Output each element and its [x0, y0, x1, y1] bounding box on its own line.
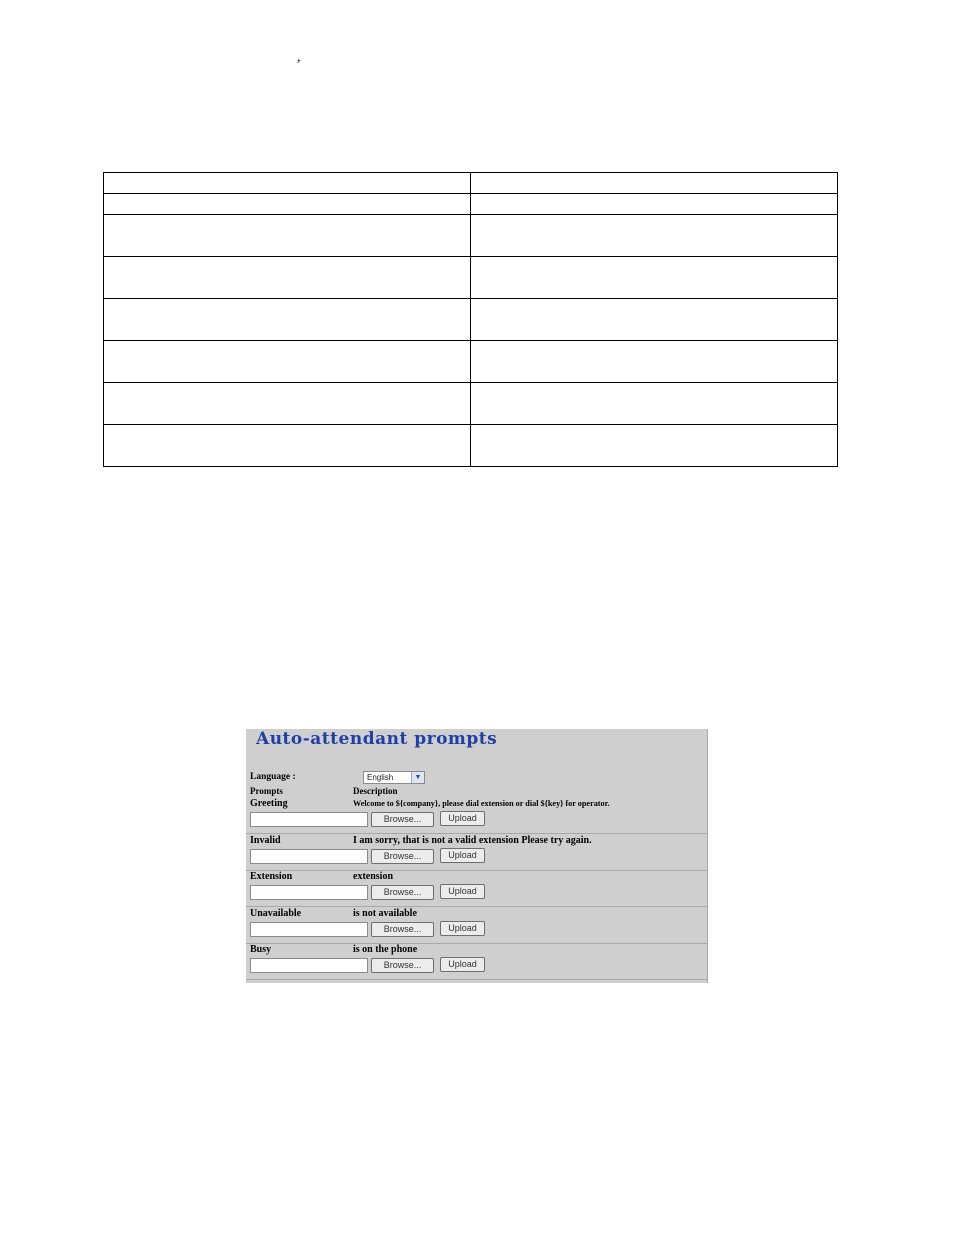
- table-cell: [471, 425, 838, 467]
- chevron-down-icon[interactable]: ▼: [411, 772, 424, 783]
- table-cell: [104, 383, 471, 425]
- prompt-description: is not available: [353, 908, 417, 919]
- table-cell: [104, 173, 471, 194]
- table-row: [104, 194, 838, 215]
- table-row: [104, 257, 838, 299]
- table-cell: [104, 257, 471, 299]
- auto-attendant-screenshot: [246, 729, 708, 983]
- prompt-row-greeting: [246, 797, 707, 834]
- prompts-column-header: Prompts: [250, 786, 283, 796]
- blank-table: [103, 172, 838, 467]
- file-path-input[interactable]: [250, 812, 368, 827]
- prompt-row-invalid: [246, 834, 707, 871]
- browse-button[interactable]: Browse...: [371, 922, 434, 937]
- browse-button[interactable]: Browse...: [371, 885, 434, 900]
- prompt-description: extension: [353, 871, 393, 882]
- table-cell: [104, 215, 471, 257]
- table-row: [104, 341, 838, 383]
- page-title: Auto-attendant prompts: [256, 729, 498, 749]
- upload-button[interactable]: Upload: [440, 848, 485, 863]
- prompt-name: Greeting: [250, 798, 288, 809]
- browse-button[interactable]: Browse...: [371, 849, 434, 864]
- upload-button[interactable]: Upload: [440, 811, 485, 826]
- upload-button[interactable]: Upload: [440, 921, 485, 936]
- prompt-description: I am sorry, that is not a valid extension Please try again.: [353, 835, 592, 846]
- table-cell: [104, 425, 471, 467]
- table-row: [104, 173, 838, 194]
- table-row: [104, 425, 838, 467]
- description-column-header: Description: [353, 786, 398, 796]
- file-path-input[interactable]: [250, 958, 368, 973]
- table-row: [104, 383, 838, 425]
- table-row: [104, 299, 838, 341]
- file-path-input[interactable]: [250, 849, 368, 864]
- table-cell: [471, 299, 838, 341]
- file-path-input[interactable]: [250, 922, 368, 937]
- stray-comma: ,: [297, 50, 301, 65]
- prompt-description: Welcome to ${company}, please dial extension or dial ${key} for operator.: [353, 799, 610, 808]
- table-row: [104, 215, 838, 257]
- file-path-input[interactable]: [250, 885, 368, 900]
- browse-button[interactable]: Browse...: [371, 958, 434, 973]
- table-cell: [471, 194, 838, 215]
- language-select-value: English: [367, 773, 394, 782]
- language-label: Language :: [250, 772, 296, 782]
- table-cell: [471, 173, 838, 194]
- language-select[interactable]: [363, 771, 425, 784]
- prompt-name: Busy: [250, 944, 272, 955]
- table-cell: [471, 257, 838, 299]
- prompt-name: Invalid: [250, 835, 281, 846]
- prompt-row-unavailable: [246, 907, 707, 944]
- prompt-name: Unavailable: [250, 908, 302, 919]
- prompt-description: is on the phone: [353, 944, 418, 955]
- upload-button[interactable]: Upload: [440, 884, 485, 899]
- table-cell: [471, 341, 838, 383]
- table-cell: [104, 299, 471, 341]
- prompt-row-extension: [246, 870, 707, 907]
- table-cell: [104, 341, 471, 383]
- prompt-name: Extension: [250, 871, 293, 882]
- browse-button[interactable]: Browse...: [371, 812, 434, 827]
- prompt-row-busy: [246, 943, 707, 980]
- upload-button[interactable]: Upload: [440, 957, 485, 972]
- table-cell: [104, 194, 471, 215]
- table-cell: [471, 383, 838, 425]
- table-cell: [471, 215, 838, 257]
